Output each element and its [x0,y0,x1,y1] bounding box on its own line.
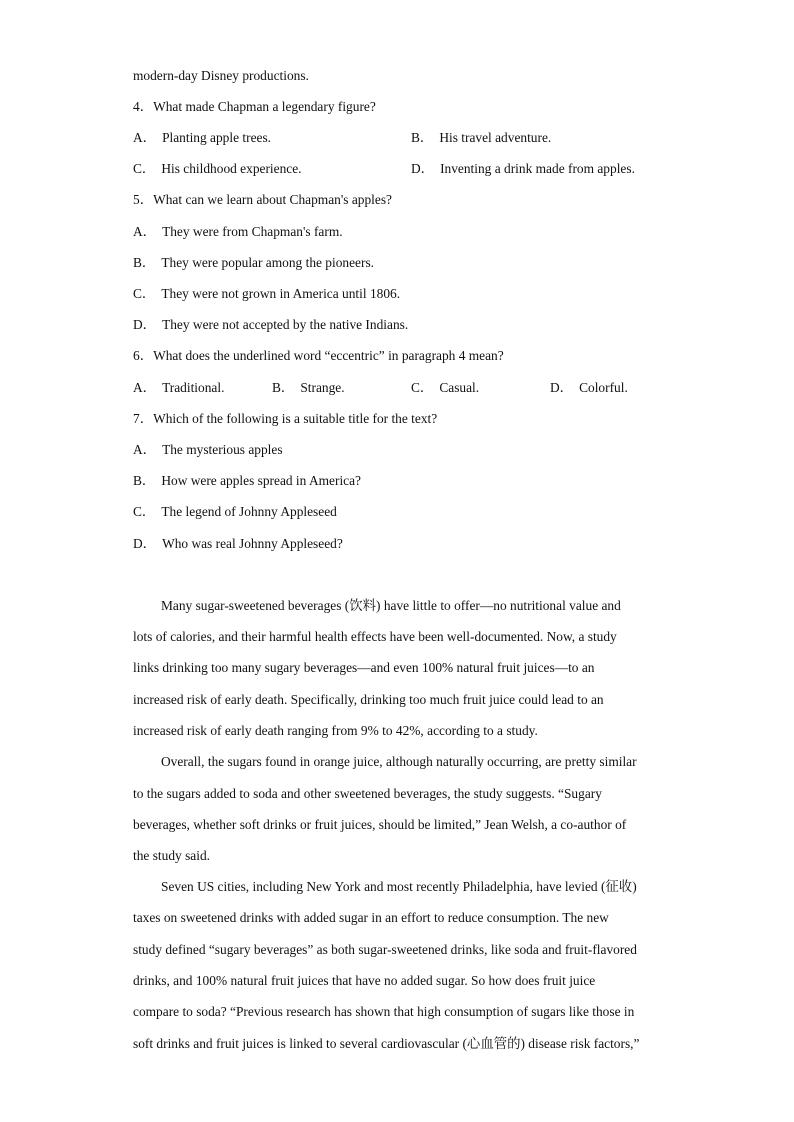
passage-line: Overall, the sugars found in orange juice, although naturally occurring, are pretty similar [161,754,637,769]
option-text: Strange. [300,380,345,395]
q6-option-d [550,380,628,396]
q5-option-c [133,286,400,302]
option-text: Casual. [439,380,480,395]
option-text: The legend of Johnny Appleseed [161,504,337,519]
question-7 [133,411,437,427]
question-5 [133,192,392,208]
q7-option-a [133,442,283,458]
option-label: D． [133,317,157,332]
question-number: 7． [133,411,154,426]
option-label: D． [411,161,435,176]
option-text: How were apples spread in America? [161,473,361,488]
option-label: D． [550,380,574,395]
q5-option-b [133,255,374,271]
passage-line: Seven US cities, including New York and most recently Philadelphia, have levied (征收) [161,879,637,894]
q4-option-a [133,130,271,146]
passage-line: compare to soda? “Previous research has shown that high consumption of sugars like those in [133,1004,635,1019]
q7-option-d [133,536,343,552]
option-label: A． [133,130,157,145]
option-label: A． [133,380,157,395]
option-text: They were not grown in America until 1806. [161,286,401,301]
option-text: Colorful. [579,380,628,395]
option-label: C． [133,504,156,519]
passage-line: the study said. [133,848,210,863]
question-text: What made Chapman a legendary figure? [153,99,376,114]
q6-option-a [133,380,224,396]
question-number: 5． [133,192,154,207]
question-4 [133,99,376,115]
question-number: 6． [133,348,154,363]
passage-line: soft drinks and fruit juices is linked to several cardiovascular (心血管的) disease risk factors,” [133,1036,640,1051]
option-label: B． [272,380,295,395]
option-label: B． [411,130,434,145]
q7-option-b [133,473,361,489]
option-text: The mysterious apples [162,442,283,457]
q4-option-b [411,130,551,146]
q4-option-c [133,161,302,177]
passage-line: taxes on sweetened drinks with added sugar in an effort to reduce consumption. The new [133,910,609,925]
option-label: B． [133,473,156,488]
q4-option-d [411,161,635,177]
q7-option-c [133,504,337,520]
option-text: Inventing a drink made from apples. [440,161,635,176]
option-label: C． [133,161,156,176]
passage-line: increased risk of early death ranging from 9% to 42%, according to a study. [133,723,538,738]
question-6 [133,348,504,364]
passage-line: links drinking too many sugary beverages—and even 100% natural fruit juices—to an [133,660,595,675]
option-label: B． [133,255,156,270]
passage-line: to the sugars added to soda and other sweetened beverages, the study suggests. “Sugary [133,786,602,801]
option-text: They were not accepted by the native Indians. [162,317,409,332]
question-number: 4． [133,99,154,114]
question-text: What does the underlined word “eccentric” in paragraph 4 mean? [153,348,504,363]
q6-option-b [272,380,345,396]
option-label: C． [133,286,156,301]
question-text: Which of the following is a suitable title for the text? [153,411,438,426]
option-text: His travel adventure. [439,130,552,145]
option-text: They were from Chapman's farm. [162,224,343,239]
passage-line: drinks, and 100% natural fruit juices that have no added sugar. So how does fruit juice [133,973,596,988]
q5-option-a [133,224,343,240]
passage-line: lots of calories, and their harmful health effects have been well-documented. Now, a study [133,629,617,644]
option-label: A． [133,224,157,239]
option-label: D． [133,536,157,551]
option-text: Planting apple trees. [162,130,272,145]
q6-option-c [411,380,479,396]
option-text: Who was real Johnny Appleseed? [162,536,343,551]
question-text: What can we learn about Chapman's apples? [153,192,392,207]
passage-fragment: modern-day Disney productions. [133,68,309,83]
q5-option-d [133,317,408,333]
passage-line: study defined “sugary beverages” as both sugar-sweetened drinks, like soda and fruit-flavored [133,942,637,957]
option-text: Traditional. [162,380,225,395]
option-label: A． [133,442,157,457]
passage-line: Many sugar-sweetened beverages (饮料) have little to offer—no nutritional value and [161,598,621,613]
passage-line: beverages, whether soft drinks or fruit juices, should be limited,” Jean Welsh, a co-author of [133,817,627,832]
passage-line: increased risk of early death. Specifically, drinking too much fruit juice could lead to an [133,692,604,707]
option-label: C． [411,380,434,395]
option-text: They were popular among the pioneers. [161,255,375,270]
option-text: His childhood experience. [161,161,302,176]
